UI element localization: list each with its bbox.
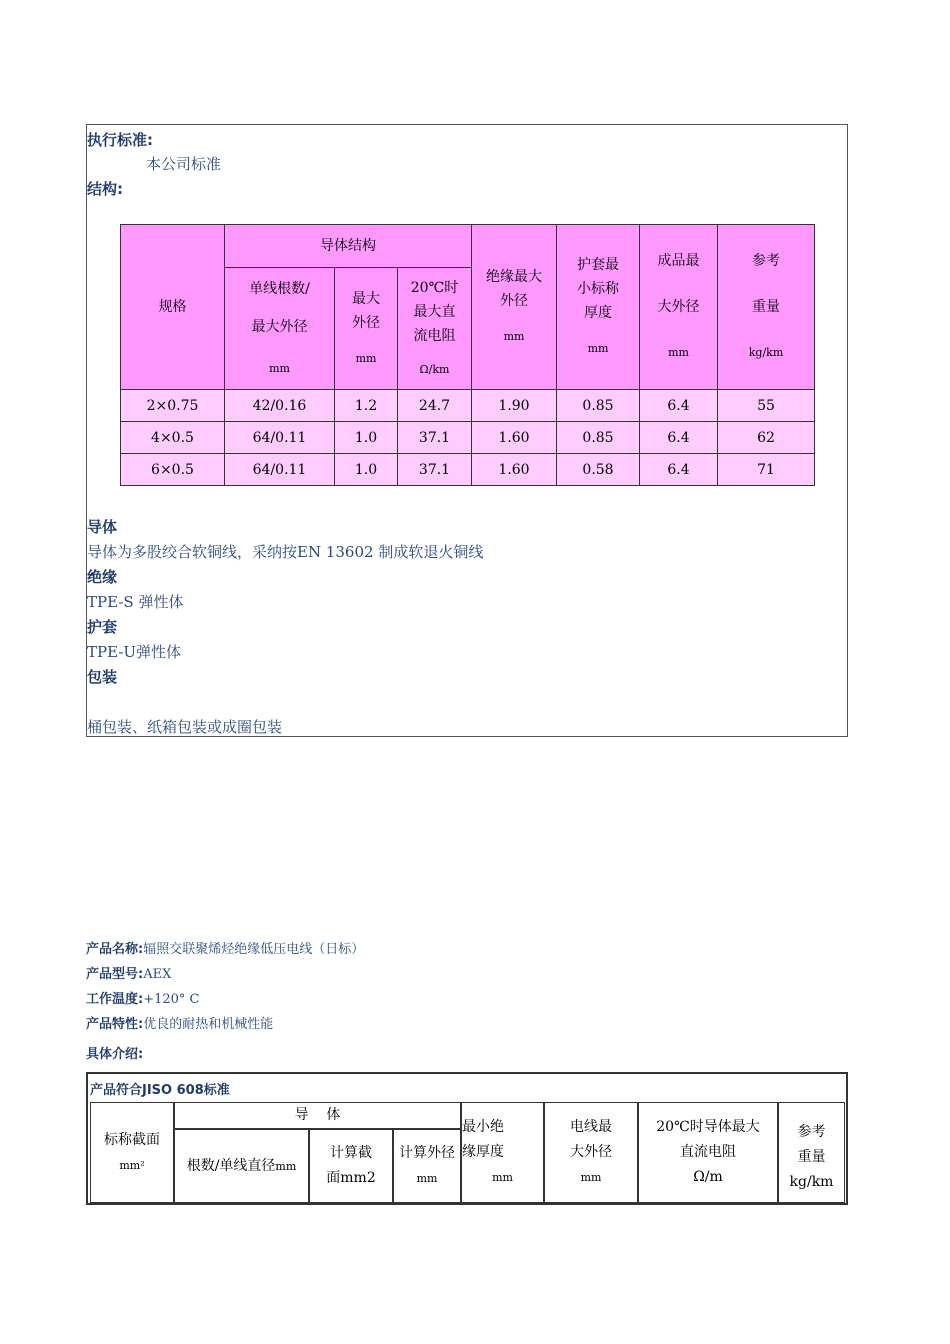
header-nominal-area: 标称截面 mm² xyxy=(90,1102,174,1203)
header-dc-resistance: 20℃时导体最大 直流电阻 Ω/m xyxy=(638,1102,778,1203)
header-finished-od: 成品最 大外径 mm xyxy=(640,225,718,390)
header-strands: 单线根数/ 最大外径 mm xyxy=(225,268,335,390)
cell-strands: 64/0.11 xyxy=(225,454,335,486)
cell-finished-od: 6.4 xyxy=(640,390,718,422)
packing-text: 桶包装、纸箱包装或成圈包装 xyxy=(87,718,283,736)
cell-insulation-od: 1.90 xyxy=(472,390,557,422)
cell-sheath: 0.85 xyxy=(557,422,640,454)
spec-table xyxy=(120,224,815,486)
product-feature-line: 产品特性:优良的耐热和机械性能 xyxy=(86,1017,274,1032)
table-row xyxy=(121,454,815,486)
header-max-od: 最大 外径 mm xyxy=(335,268,398,390)
cell-insulation-od: 1.60 xyxy=(472,454,557,486)
product-name-line: 产品名称:辐照交联聚烯烃绝缘低压电线（日标） xyxy=(86,942,365,957)
header-calc-od: 计算外径 mm xyxy=(393,1129,461,1203)
header-spec: 规格 xyxy=(121,225,225,390)
sheath-label: 护套 xyxy=(87,618,118,636)
cell-spec: 2×0.75 xyxy=(121,390,225,422)
cell-finished-od: 6.4 xyxy=(640,422,718,454)
intro-label: 具体介绍: xyxy=(86,1047,144,1062)
packing-label: 包装 xyxy=(87,668,118,686)
table-row xyxy=(121,390,815,422)
standard-value: 本公司标准 xyxy=(146,155,222,173)
jis-table-frame xyxy=(86,1072,848,1205)
standard-label: 执行标准: xyxy=(87,131,153,149)
cell-finished-od: 6.4 xyxy=(640,454,718,486)
cell-resistance: 24.7 xyxy=(398,390,472,422)
header-calc-area: 计算截 面mm2 xyxy=(309,1129,393,1203)
sheath-text: TPE-U弹性体 xyxy=(87,643,182,661)
cell-strands: 64/0.11 xyxy=(225,422,335,454)
table-row xyxy=(121,422,815,454)
jis-caption: 产品符合JISO 608标准 xyxy=(90,1083,230,1098)
cell-weight: 62 xyxy=(718,422,815,454)
structure-label: 结构: xyxy=(87,180,123,198)
cell-spec: 6×0.5 xyxy=(121,454,225,486)
cell-insulation-od: 1.60 xyxy=(472,422,557,454)
header-wire-max-od: 电线最 大外径 mm xyxy=(544,1102,638,1203)
conductor-label: 导体 xyxy=(87,518,118,536)
header-strand-count: 根数/单线直径mm xyxy=(174,1129,309,1203)
header-min-insulation: 最小绝 缘厚度 mm xyxy=(461,1102,544,1203)
cell-spec: 4×0.5 xyxy=(121,422,225,454)
header-dc-resistance: 20℃时 最大直 流电阻 Ω/km xyxy=(398,268,472,390)
header-conductor: 导 体 xyxy=(174,1102,461,1129)
insulation-text: TPE-S 弹性体 xyxy=(87,593,184,611)
cell-sheath: 0.85 xyxy=(557,390,640,422)
cell-sheath: 0.58 xyxy=(557,454,640,486)
insulation-label: 绝缘 xyxy=(87,568,118,586)
cell-max-od: 1.0 xyxy=(335,454,398,486)
cell-weight: 71 xyxy=(718,454,815,486)
header-reference-weight: 参考 重量 kg/km xyxy=(718,225,815,390)
product-model-line: 产品型号:AEX xyxy=(86,967,172,982)
working-temp-line: 工作温度:+120° C xyxy=(86,992,200,1007)
cell-weight: 55 xyxy=(718,390,815,422)
cell-resistance: 37.1 xyxy=(398,454,472,486)
cell-strands: 42/0.16 xyxy=(225,390,335,422)
header-conductor-structure: 导体结构 xyxy=(225,225,472,268)
header-reference-weight: 参考 重量 kg/km xyxy=(778,1102,845,1203)
cell-resistance: 37.1 xyxy=(398,422,472,454)
conductor-text: 导体为多股绞合软铜线，采纳按EN 13602 制成软退火铜线 xyxy=(87,543,484,561)
header-insulation-max-od: 绝缘最大 外径 mm xyxy=(472,225,557,390)
jis-table xyxy=(90,1102,845,1203)
cell-max-od: 1.2 xyxy=(335,390,398,422)
cell-max-od: 1.0 xyxy=(335,422,398,454)
header-sheath-thickness: 护套最 小标称 厚度 mm xyxy=(557,225,640,390)
